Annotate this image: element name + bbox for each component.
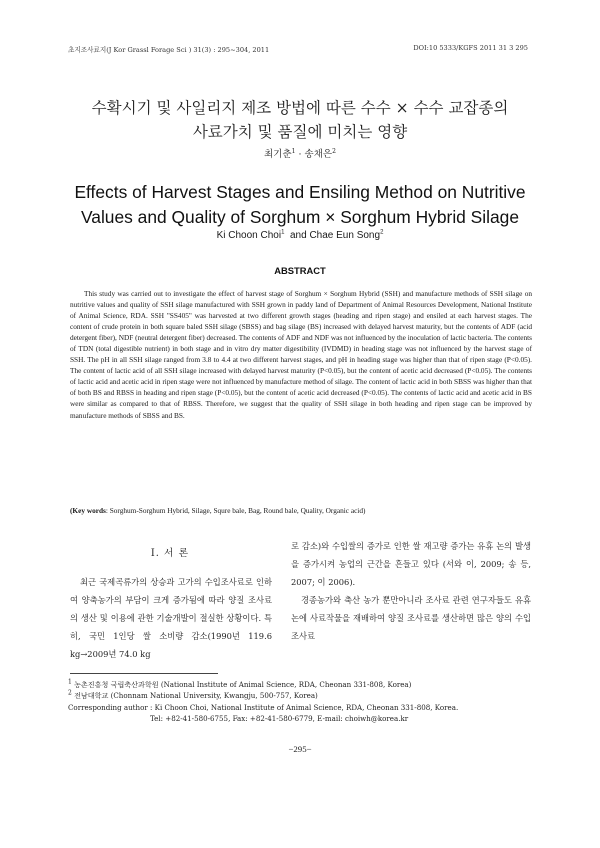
english-title-line-1: Effects of Harvest Stages and Ensiling Method on Nutritive bbox=[74, 182, 526, 202]
english-author-2-affiliation: 2 bbox=[380, 229, 384, 236]
english-author-2: Chae Eun Song bbox=[309, 230, 381, 241]
english-author-1-affiliation: 1 bbox=[281, 229, 285, 236]
english-authors bbox=[60, 230, 540, 241]
footnote-text: 농촌진흥청 국립축산과학원 (National Institute of Animal Science, RDA, Cheonan 331-808, Korea) bbox=[71, 680, 412, 689]
korean-author-1: 최기춘 bbox=[264, 149, 292, 160]
body-column-right bbox=[291, 537, 531, 646]
body-paragraph: 최근 국제곡류가의 상승과 고가의 수입조사료로 인하여 양축농가의 부담이 크게 증가됨에 따라 양질 조사료의 생산 및 이용에 관한 기술개발이 절실한 상황이다. 특히, 국민 1인당 쌀 소비량 감소(1990년 119.6 kg→2009년 74.0 kg bbox=[70, 577, 272, 660]
contact-info: Tel: +82-41-580-6755, Fax: +82-41-580-6779, E-mail: choiwh@korea.kr bbox=[150, 714, 409, 723]
english-author-1: Ki Choon Choi bbox=[216, 230, 282, 241]
footnote-affiliation-1 bbox=[68, 680, 548, 690]
body-column-left bbox=[70, 573, 272, 663]
body-paragraph: 경종농가와 축산 농가 뿐만아니라 조사료 관련 연구자들도 유휴 논에 사료작물을 재배하여 양질 조사료를 생산하면 많은 양의 수입조사료 bbox=[291, 595, 531, 642]
footnote-marker: 2 bbox=[68, 689, 72, 697]
author-conjunction: and bbox=[284, 230, 310, 241]
korean-title-line-1: 수확시기 및 사일리지 제조 방법에 따른 수수 × 수수 교잡종의 bbox=[91, 99, 509, 117]
author-separator: · bbox=[295, 149, 305, 160]
section-heading-introduction: Ⅰ. 서 론 bbox=[150, 548, 190, 559]
footnote-affiliation-2 bbox=[68, 691, 548, 701]
page-number: −295− bbox=[288, 744, 312, 754]
english-title-line-2: Values and Quality of Sorghum × Sorghum Hybrid Silage bbox=[80, 207, 520, 227]
keywords-label: (Key words bbox=[70, 506, 106, 515]
footnote-divider bbox=[70, 673, 218, 674]
footnote-marker: 1 bbox=[68, 678, 72, 686]
korean-author-1-affiliation: 1 bbox=[291, 147, 296, 155]
korean-title bbox=[60, 96, 540, 144]
korean-title-line-2: 사료가치 및 품질에 미치는 영향 bbox=[192, 123, 408, 141]
keywords bbox=[70, 506, 540, 515]
corresponding-author: Corresponding author : Ki Choon Choi, National Institute of Animal Science, RDA, Cheonan 331-808, Korea. bbox=[68, 703, 459, 712]
keywords-list: : Sorghum-Sorghum Hybrid, Silage, Squre bale, Bag, Round bale, Quality, Organic acid) bbox=[105, 506, 366, 515]
abstract-heading: ABSTRACT bbox=[274, 265, 326, 276]
english-title bbox=[40, 180, 560, 230]
korean-author-2-affiliation: 2 bbox=[332, 147, 336, 155]
doi: DOI:10 5333/KGFS 2011 31 3 295 bbox=[413, 44, 528, 52]
body-paragraph: 로 감소)와 수입쌀의 증가로 인한 쌀 재고량 증가는 유휴 논의 발생을 증가시켜 농업의 근간을 흔들고 있다 (서와 이, 2009; 송 등, 2007; 이 2006). bbox=[291, 541, 531, 588]
korean-authors bbox=[60, 146, 540, 160]
journal-citation: 초지조사료지(J Kor Grassl Forage Sci ) 31(3) : 295~304, 2011 bbox=[68, 46, 270, 54]
korean-author-2: 송채은 bbox=[304, 149, 333, 160]
abstract-text: This study was carried out to investigate the effect of harvest stage of Sorghum × Sorghum Hybrid (SSH) and manufacture methods of SSH silage on nutritive values and quality of SSH silage manufactured with SSH grown in paddy land of Department of Animal Resources Development, National Institute of Animal Science, RDA. SSH "SS405" was harvested at two different growth stages (heading and ripen stage) and ensiled at each harvest stages. The content of crude protein in both square baled SSH silage (SBSS) and bag silage (BS) increased with delayed harvest maturity, but the contents of ADF (acid detergent fiber), NDF (neutral detergent fiber) decreased. The contents of ADF and NDF was not influenced by the inoculation of lactic bacteria. The contents of TDN (total digestible nutrient) in both stage and in vitro dry matter digestibility (IVDMD) in heading stage was not influenced by the harvest stage of SSH. The pH in all SSH silage ranged from 3.8 to 4.4 at two different harvest stages, and pH in heading stage was higher than that of ripen stage (P<0.05). The content of lactic acid of all SSH silage increased with delayed harvest maturity (P<0.05), but the content of acetic acid decreased (P<0.05). The contents of lactic acid and acetic acid in ripen stage were not influenced by manufacture method of silage. The content of lactic acid in both SBSS was higher than that of both BS and RBSS in heading and ripen stage (P<0.05), but the content of acetic acid decreased (P<0.05). The contents of lactic acid and acetic acid in BS were similar as compared to that of RBSS. Therefore, we suggest that the quality of SSH silage in both heading and ripen stage can be improved by manufacture methods of SBSS and BS. bbox=[70, 289, 532, 420]
footnote-text: 전남대학교 (Chonnam National University, Kwangju, 500-757, Korea) bbox=[71, 691, 318, 700]
